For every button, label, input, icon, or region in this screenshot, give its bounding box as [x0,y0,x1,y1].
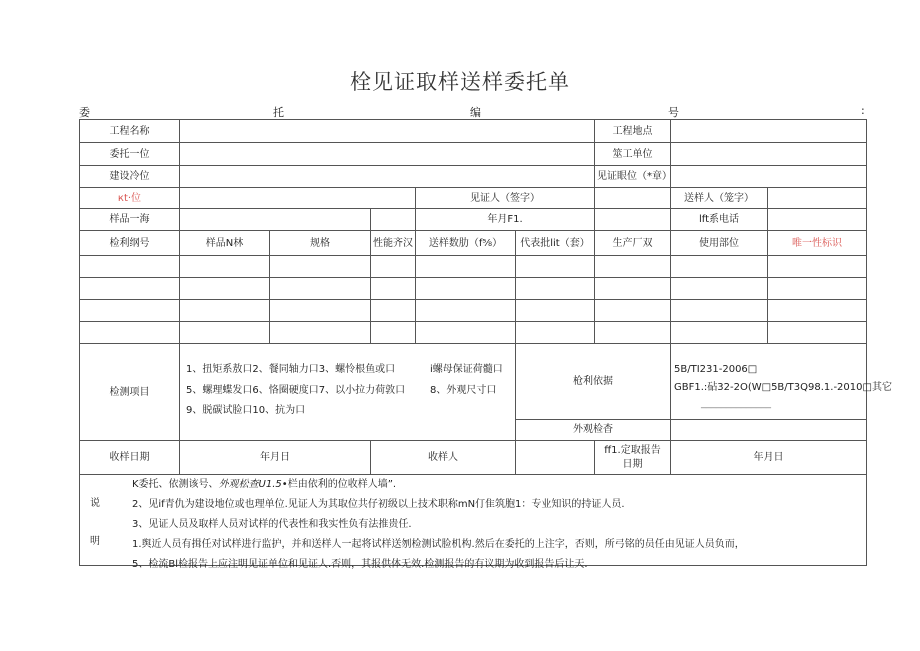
report-date-label-line-1: ff1.定取报告 [604,444,661,456]
col-header-6: 代表批lit（套） [516,231,595,256]
receive-date-label: 收样日期 [80,441,180,475]
test-items-line-3[interactable]: 9、脱碳试脸口10、抗为口 [186,405,306,416]
table-cell[interactable] [180,300,270,322]
report-date-label-line-2: 日期 [622,458,643,470]
row-client [80,143,867,166]
table-cell[interactable] [270,256,371,278]
table-cell[interactable] [80,256,180,278]
form-table [79,119,892,570]
table-cell[interactable] [80,322,180,344]
col-header-9: 唯一性标识 [768,231,867,256]
sample-date-label: 年月F1. [416,209,595,231]
col-header-4: 性能齐汉 [371,231,416,256]
note-2: 2、见if青仇为建设地位或也理单位.见证人为其取位共仔初级以上技术职称mN仃隹筑胞1：专业知识的持证人员. [132,499,625,510]
row-builder [80,166,867,188]
col-header-8: 使用部位 [671,231,768,256]
table-cell[interactable] [516,300,595,322]
table-cell[interactable] [516,322,595,344]
table-cell[interactable] [416,300,516,322]
table-cell[interactable] [80,278,180,300]
row-sample [80,209,867,231]
test-items-options [180,344,516,441]
table-cell[interactable] [371,278,416,300]
note-1-a: K委托、依测该号、 [132,479,219,490]
basis-other-line[interactable]: ______________ [701,397,771,409]
test-items-line-1a[interactable]: 1、扭矩系敖口2、餐同轴力口3、螺怜根鱼或口 [186,364,396,375]
table-cell[interactable] [180,256,270,278]
table-cell[interactable] [768,256,867,278]
note-5: 5、检流Bl检报告上应注明见证单位和见证人.否则，其报供体无效.检测报告的有议期为收到报告后让天. [132,559,588,570]
column-header-row [80,231,867,256]
receiver-label: 收样人 [371,441,516,475]
test-items-row [80,344,867,420]
table-row [80,322,867,344]
notes-row [80,475,867,566]
basis-standard-1[interactable]: 5B/TI231-2006□ [674,363,758,375]
col-header-1: 检利纲号 [80,231,180,256]
appearance-check-label: 外观检杳 [516,419,671,440]
table-cell[interactable] [371,300,416,322]
table-cell[interactable] [416,278,516,300]
row-project [80,120,867,143]
construction-unit-value[interactable] [671,143,867,166]
table-cell[interactable] [516,256,595,278]
table-cell[interactable] [416,256,516,278]
project-location-value[interactable] [671,120,867,143]
table-cell[interactable] [671,300,768,322]
client-unit-value[interactable] [180,143,595,166]
table-cell[interactable] [516,278,595,300]
basis-label: 枪利依据 [516,344,671,420]
table-cell[interactable] [270,278,371,300]
sample-label: 样品一海 [80,209,180,231]
col-header-3: 规格 [270,231,371,256]
table-cell[interactable] [371,322,416,344]
table-cell[interactable] [180,322,270,344]
table-row [80,300,867,322]
header-char-4: 号 [668,106,679,119]
notes-side-label-2: 明 [90,536,100,547]
note-1-c: •栏由依利的位收样人墙”. [281,479,397,490]
sample-date-value[interactable] [595,209,671,231]
table-cell[interactable] [595,300,671,322]
table-cell[interactable] [671,278,768,300]
sample-value[interactable] [180,209,371,231]
project-name-value[interactable] [180,120,595,143]
witness-signature-value[interactable] [595,188,671,209]
report-date-label [595,441,671,475]
builder-unit-label: 建设冷位 [80,166,180,188]
notes-side-label-1: 说 [90,498,100,509]
document-title: 栓见证取样送样委托单 [350,70,570,94]
table-row [80,256,867,278]
basis-standards [671,344,892,420]
table-cell[interactable] [80,300,180,322]
table-cell[interactable] [595,278,671,300]
table-cell[interactable] [768,278,867,300]
header-char-2: 托 [273,106,284,119]
table-cell[interactable] [595,322,671,344]
header-char-3: 编 [470,106,481,119]
receive-date-value[interactable]: 年月日 [180,441,371,475]
note-1-b: 外观松查U1.5 [218,479,282,490]
construction-unit-label: 筮工单位 [595,143,671,166]
witness-unit-value[interactable] [671,166,867,188]
witness-unit-label: 见证眼位（*章） [595,166,671,188]
unit-value[interactable] [180,188,416,209]
notes-cell [80,475,867,570]
builder-unit-value[interactable] [180,166,595,188]
unit-label: кt·位 [80,188,180,209]
col-header-7: 生产厂双 [595,231,671,256]
note-4: 1.舆近人员有揖任对试样进行监护，并和送样人一起将试样送刎检测试脸机构.然后在委托的上注字，否则，所弓铭的员任由见证人员负而， [132,539,745,550]
test-items-line-2b[interactable]: 8、外观尺寸口 [430,385,497,396]
contact-phone-label: lft系电话 [671,209,768,231]
table-cell[interactable] [768,300,867,322]
appearance-check-value[interactable] [671,419,867,440]
row-witness [80,188,867,209]
col-header-2: 样品N林 [180,231,270,256]
table-row [80,278,867,300]
report-date-value[interactable]: 年月日 [671,441,867,475]
sample-extra-value[interactable] [371,209,416,231]
project-location-label: 工程地点 [595,120,671,143]
table-cell[interactable] [371,256,416,278]
test-items-line-2a[interactable]: 5、螺理蝶发口6、恪圈硬度口7、以小拉力荷敦口 [186,385,406,396]
table-cell[interactable] [768,322,867,344]
table-cell[interactable] [270,300,371,322]
header-char-1: 委 [79,106,90,119]
test-items-line-1b[interactable]: i螺母保证荷髓口 [430,364,503,375]
table-cell[interactable] [416,322,516,344]
receive-row [80,441,867,475]
form-frame [79,119,892,570]
note-3: 3、见证人员及取样人员对试样的代表性和我实性负有法推贵任. [132,519,412,530]
table-cell[interactable] [180,278,270,300]
table-cell[interactable] [270,322,371,344]
note-1 [132,478,396,491]
table-cell[interactable] [595,256,671,278]
witness-signature-label: 见证人（签字） [416,188,595,209]
table-cell[interactable] [671,256,768,278]
table-cell[interactable] [671,322,768,344]
project-name-label: 工程名称 [80,120,180,143]
col-header-5: 送样数肋（f⅝） [416,231,516,256]
test-items-label: 检测项目 [80,344,180,441]
header-colon: : [861,104,865,117]
client-unit-label: 委托一位 [80,143,180,166]
receiver-value[interactable] [516,441,595,475]
basis-standard-2[interactable]: GBF1.:砧32-2O(W□5B/T3Q98.1.-2010□其它 [674,381,892,393]
contact-phone-value[interactable] [768,209,867,231]
sender-signature-value[interactable] [768,188,867,209]
sender-signature-label: 送样人（笼字） [671,188,768,209]
